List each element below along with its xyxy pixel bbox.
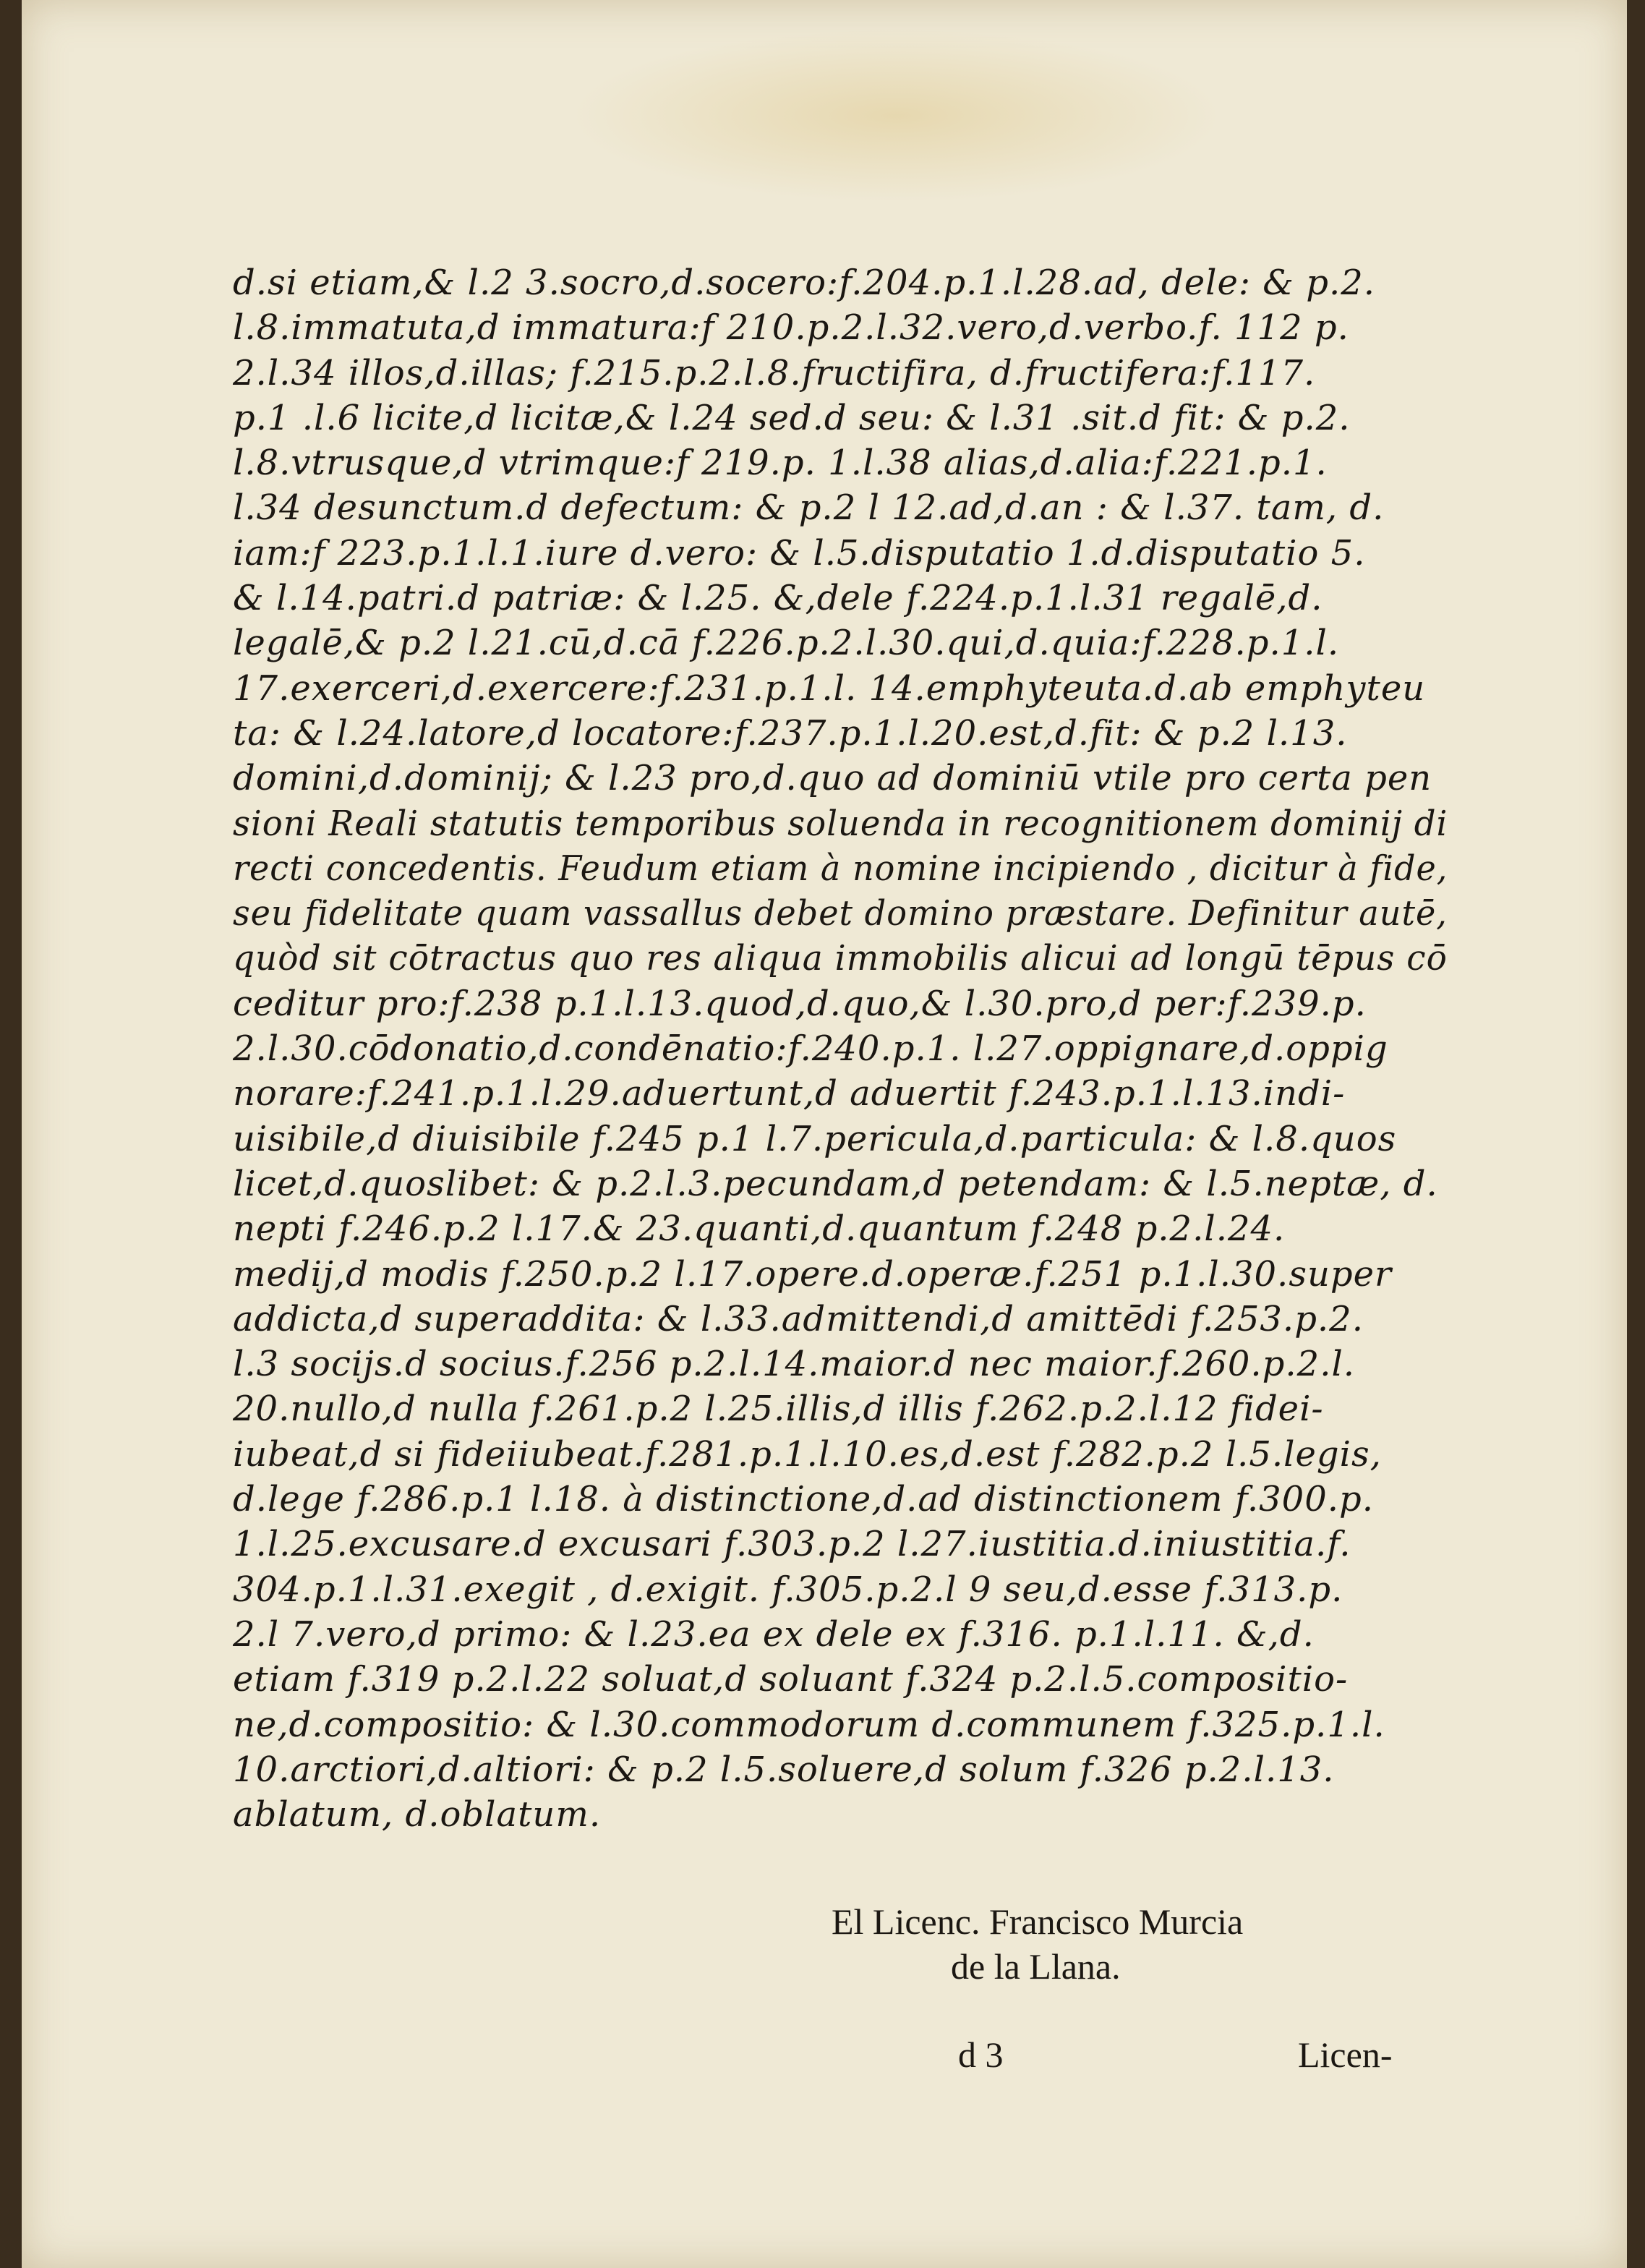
errata-line: 20.nullo,d nulla f.261.p.2 l.25.illis,d illis f.262.p.2.l.12 fidei-: [233, 1389, 1324, 1430]
errata-line: medij,d modis f.250.p.2 l.17.opere.d.operæ.f.251 p.1.l.30.super: [233, 1253, 1392, 1295]
errata-line: nepti f.246.p.2 l.17.& 23.quanti,d.quantum f.248 p.2.l.24.: [233, 1208, 1286, 1250]
book-page: [22, 0, 1627, 2268]
errata-line: 2.l.34 illos,d.illas; f.215.p.2.l.8.fructifira, d.fructifera:f.117.: [233, 352, 1316, 393]
errata-line: d.lege f.286.p.1 l.18. à distinctione,d.ad distinctionem f.300.p.: [233, 1479, 1374, 1520]
errata-line: norare:f.241.p.1.l.29.aduertunt,d aduertit f.243.p.1.l.13.indi-: [233, 1073, 1346, 1114]
errata-line: addicta,d superaddita: & l.33.admittendi,d amittēdi f.253.p.2.: [233, 1298, 1364, 1339]
errata-line: 2.l 7.vero,d primo: & l.23.ea ex dele ex f.316. p.1.l.11. &,d.: [233, 1613, 1315, 1655]
errata-line: licet,d.quoslibet: & p.2.l.3.pecundam,d petendam: & l.5.neptæ, d.: [233, 1163, 1438, 1204]
errata-line: iubeat,d si fideiiubeat.f.281.p.1.l.10.es,d.est f.282.p.2 l.5.legis,: [233, 1433, 1382, 1475]
errata-line: ta: & l.24.latore,d locatore:f.237.p.1.l.20.est,d.fit: & p.2 l.13.: [233, 712, 1348, 754]
errata-line: l.8.immatuta,d immatura:f 210.p.2.l.32.vero,d.verbo.f. 112 p.: [233, 307, 1349, 349]
errata-line: l.8.vtrusque,d vtrimque:f 219.p. 1.l.38 alias,d.alia:f.221.p.1.: [233, 443, 1328, 484]
errata-line: 17.exerceri,d.exercere:f.231.p.1.l. 14.emphyteuta.d.ab emphyteu: [233, 668, 1426, 709]
errata-line: l.3 socijs.d socius.f.256 p.2.l.14.maior.d nec maior.f.260.p.2.l.: [233, 1344, 1356, 1385]
catchword: Licen-: [1298, 2034, 1393, 2075]
errata-line: 10.arctiori,d.altiori: & p.2 l.5.soluere,d solum f.326 p.2.l.13.: [233, 1749, 1335, 1790]
errata-line: legalē,& p.2 l.21.cū,d.cā f.226.p.2.l.30.qui,d.quia:f.228.p.1.l.: [233, 623, 1340, 664]
errata-line: sioni Reali statutis temporibus soluenda in recognitionem dominij di: [233, 803, 1448, 844]
paper-stain: [571, 29, 1222, 202]
errata-line: iam:f 223.p.1.l.1.iure d.vero: & l.5.disputatio 1.d.disputatio 5.: [233, 532, 1366, 574]
errata-line: quòd sit cōtractus quo res aliqua immobilis alicui ad longū tēpus cō: [233, 938, 1448, 979]
signature-name: El Licenc. Francisco Murcia: [832, 1901, 1244, 1942]
signature-mark: d 3: [958, 2034, 1004, 2075]
errata-line: 304.p.1.l.31.exegit , d.exigit. f.305.p.2.l 9 seu,d.esse f.313.p.: [233, 1569, 1343, 1610]
errata-line: ne,d.compositio: & l.30.commodorum d.communem f.325.p.1.l.: [233, 1704, 1385, 1745]
errata-line: & l.14.patri.d patriæ: & l.25. &,dele f.224.p.1.l.31 regalē,d.: [233, 578, 1323, 619]
errata-line: recti concedentis. Feudum etiam à nomine incipiendo , dicitur à fide,: [233, 848, 1448, 889]
errata-line: uisibile,d diuisibile f.245 p.1 l.7.pericula,d.particula: & l.8.quos: [233, 1118, 1397, 1159]
errata-line: 1.l.25.excusare.d excusari f.303.p.2 l.27.iustitia.d.iniustitia.f.: [233, 1524, 1351, 1565]
errata-line: etiam f.319 p.2.l.22 soluat,d soluant f.324 p.2.l.5.compositio-: [233, 1659, 1349, 1700]
errata-line: 2.l.30.cōdonatio,d.condēnatio:f.240.p.1. l.27.oppignare,d.oppig: [233, 1028, 1388, 1070]
errata-line: seu fidelitate quam vassallus debet domino præstare. Definitur autē,: [233, 893, 1448, 934]
errata-line: p.1 .l.6 licite,d licitæ,& l.24 sed.d seu: & l.31 .sit.d fit: & p.2.: [233, 397, 1351, 438]
errata-text-block: [233, 260, 1448, 1837]
errata-line: ablatum, d.oblatum.: [233, 1794, 602, 1836]
signature-place: de la Llana.: [951, 1946, 1121, 1987]
errata-line: d.si etiam,& l.2 3.socro,d.socero:f.204.p.1.l.28.ad, dele: & p.2.: [233, 263, 1376, 303]
errata-line: domini,d.dominij; & l.23 pro,d.quo ad dominiū vtile pro certa pen: [233, 758, 1432, 799]
errata-line: ceditur pro:f.238 p.1.l.13.quod,d.quo,& l.30.pro,d per:f.239.p.: [233, 983, 1367, 1024]
errata-line: l.34 desunctum.d defectum: & p.2 l 12.ad,d.an : & l.37. tam, d.: [233, 487, 1385, 529]
